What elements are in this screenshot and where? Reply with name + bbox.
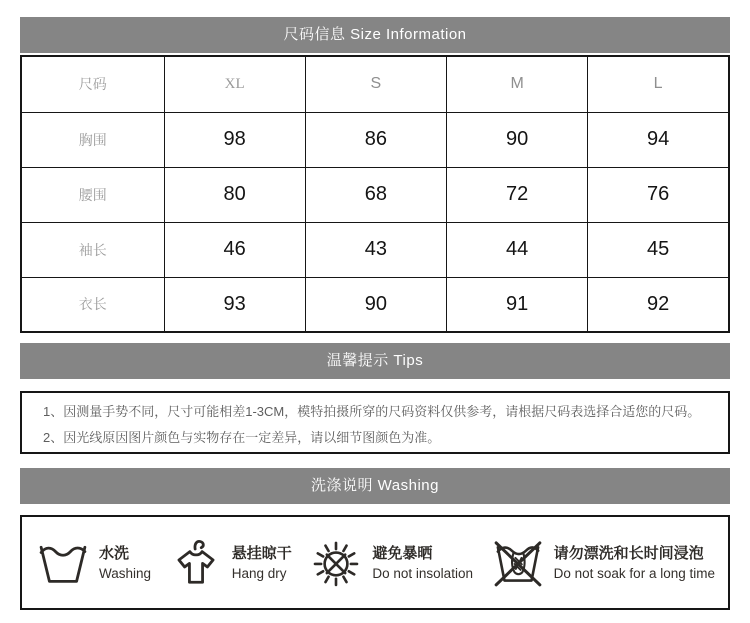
washing-item-label-zh: 避免暴晒 [372,544,433,562]
washing-item-label-en: Hang dry [231,565,287,581]
column-header-l: L [588,56,729,112]
length-value-m: 91 [447,277,588,332]
size-table-corner-label: 尺码 [21,56,164,112]
chest-value-s: 86 [305,112,446,167]
sleeve-value-l: 45 [588,222,729,277]
washing-item-no-sun [308,535,473,591]
hang-dry-icon [168,535,224,591]
table-row-length [21,277,729,332]
table-row-chest [21,112,729,167]
tip-line-2: 2、因光线原因图片颜色与实物存在一定差异，请以细节图颜色为准。 [43,430,441,445]
tip-line-1: 1、因测量手势不同，尺寸可能相差1-3CM，模特拍摄所穿的尺码资料仅供参考，请根据尺码表选择合适您的尺码。 [43,404,701,419]
waist-value-xl: 80 [164,167,305,222]
sleeve-value-s: 43 [305,222,446,277]
no-soak-icon [490,535,546,591]
table-row-waist [21,167,729,222]
column-header-xl: XL [164,56,305,112]
length-value-s: 90 [305,277,446,332]
column-header-m: M [447,56,588,112]
waist-value-s: 68 [305,167,446,222]
size-table-header-row [21,56,729,112]
row-label-waist: 腰围 [21,167,164,222]
waist-value-l: 76 [588,167,729,222]
washing-item-label-zh: 水洗 [99,544,130,562]
chest-value-l: 94 [588,112,729,167]
washing-item-label-en: Do not insolation [372,565,473,581]
sleeve-value-m: 44 [447,222,588,277]
table-row-sleeve [21,222,729,277]
washing-box [20,515,730,610]
column-header-s: S [305,56,446,112]
row-label-sleeve: 袖长 [21,222,164,277]
washing-header-bar: 洗涤说明 Washing [20,468,730,504]
waist-value-m: 72 [447,167,588,222]
washing-item-label-zh: 请勿漂洗和长时间浸泡 [553,544,704,562]
washing-item-label-zh: 悬挂晾干 [231,544,292,562]
washing-item-hang-dry [168,535,292,591]
wash-basin-icon [35,535,91,591]
washing-item-no-soak [490,535,715,591]
row-label-chest: 胸围 [21,112,164,167]
sleeve-value-xl: 46 [164,222,305,277]
size-info-header-bar: 尺码信息 Size Information [20,17,730,53]
length-value-xl: 93 [164,277,305,332]
length-value-l: 92 [588,277,729,332]
chest-value-xl: 98 [164,112,305,167]
washing-item-label-en: Do not soak for a long time [553,565,715,581]
size-table [20,55,730,333]
washing-item-label-en: Washing [99,565,152,581]
no-sun-icon [308,535,364,591]
tips-header-bar: 温馨提示 Tips [20,343,730,379]
chest-value-m: 90 [447,112,588,167]
washing-item-wash [35,535,151,591]
row-label-length: 衣长 [21,277,164,332]
tips-box [20,391,730,454]
